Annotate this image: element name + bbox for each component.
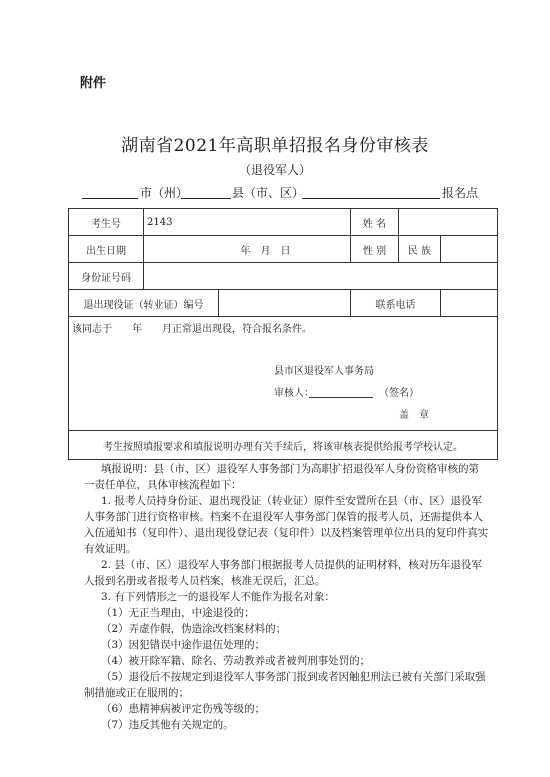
instruction-line: （2）弄虚作假，伪造涂改档案材料的； — [101, 623, 287, 635]
instruction-line: 1. 报考人员持身份证、退出现役证（转业证）原件至安置所在县（市、区）退役军 — [101, 495, 482, 507]
exam-no-label: 考生号 — [69, 209, 144, 236]
birth-field[interactable]: 年 月 日 — [144, 236, 351, 263]
page-subtitle: （退役军人） — [238, 163, 311, 177]
site-label: 报名点 — [442, 186, 479, 200]
instruction-line: （7）违反其他有关规定的。 — [101, 719, 234, 731]
ethnicity-field[interactable] — [441, 236, 498, 263]
instruction-line: （6）患精神病被评定伤残等级的； — [101, 703, 266, 715]
seal-label: 盖 章 — [399, 410, 429, 421]
sign-label: （签名） — [379, 388, 419, 399]
review-opinion-cell — [69, 317, 498, 431]
reviewer-signature-field[interactable] — [309, 397, 373, 398]
cert-label: 退出现役证（转业证）编号 — [69, 290, 219, 317]
city-blank[interactable] — [82, 198, 138, 199]
form-note: 考生按照填报要求和填报说明办理有关手续后，将该审核表提供给报考学校认定。 — [69, 431, 498, 460]
instruction-line: 有效证明。 — [84, 543, 137, 555]
instruction-line: 制措施或正在服刑的； — [84, 687, 189, 699]
instruction-line: （1）无正当理由，中途退役的； — [101, 607, 255, 619]
statement-text: 该同志于 年 月正常退出现役，符合报名条件。 — [72, 324, 312, 335]
phone-field[interactable] — [441, 290, 498, 317]
exam-no-field[interactable]: 2143 — [144, 209, 351, 236]
instruction-line: 人事务部门进行资格审核。档案不在退役军人事务部门保管的报考人员，还需提供本人 — [84, 511, 483, 523]
ethnicity-label: 民 族 — [399, 236, 441, 263]
table-row — [69, 209, 498, 236]
phone-label: 联系电话 — [351, 290, 441, 317]
site-blank[interactable] — [302, 198, 440, 199]
page-title: 湖南省2021年高职单招报名身份审核表 — [121, 136, 429, 156]
instruction-line: （5）退役后不按规定到退役军人事务部门报到或者因触犯刑法已被有关部门采取强 — [101, 671, 486, 683]
instruction-line: （3）因犯错误中途作退伍处理的； — [101, 639, 266, 651]
instruction-line: （4）被开除军籍、除名、劳动教养或者被判刑事处罚的； — [101, 655, 371, 667]
review-form-table — [68, 208, 498, 460]
id-label: 身份证号码 — [69, 263, 144, 290]
table-row — [69, 236, 498, 263]
birth-label: 出生日期 — [69, 236, 144, 263]
county-blank[interactable] — [181, 198, 231, 199]
instruction-line: 3. 有下列情形之一的退役军人不能作为报名对象： — [101, 591, 335, 603]
name-field[interactable] — [399, 209, 498, 236]
instruction-line: 2. 县（市、区）退役军人事务部门根据报考人员提供的证明材料，核对历年退役军 — [101, 559, 482, 571]
id-field[interactable] — [144, 263, 498, 290]
table-row — [69, 317, 498, 431]
table-row — [69, 290, 498, 317]
instruction-line: 人报到名册或者报考人员档案，核准无误后，汇总。 — [84, 575, 326, 587]
instruction-line: 一责任单位，具体审核流程如下： — [84, 479, 242, 491]
instruction-line: 填报说明：县（市、区）退役军人事务部门为高职扩招退役军人身份资格审核的第 — [101, 463, 479, 475]
name-label: 姓 名 — [351, 209, 399, 236]
reviewer-label: 审核人： — [274, 388, 314, 399]
table-row — [69, 431, 498, 460]
instruction-line: 入伍通知书（复印件）、退出现役登记表（复印件）以及档案管理单位出具的复印件真实 — [84, 527, 489, 539]
gender-label: 性 别 — [351, 236, 399, 263]
attachment-label: 附件 — [80, 76, 107, 91]
table-row — [69, 263, 498, 290]
county-label: 县（市、区） — [232, 186, 305, 200]
cert-field[interactable] — [219, 290, 351, 317]
city-label: 市（州） — [140, 186, 189, 200]
bureau-name: 县市区退役军人事务局 — [274, 366, 374, 377]
